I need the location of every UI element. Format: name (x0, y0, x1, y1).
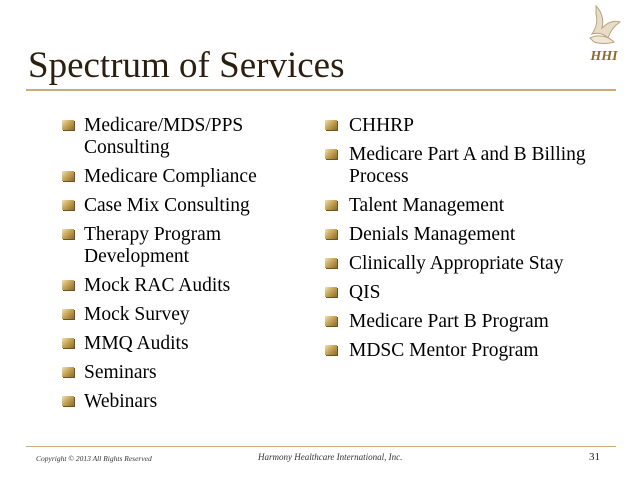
service-item-text: Talent Management (349, 195, 505, 216)
square-bullet-icon (62, 280, 74, 290)
service-item (325, 224, 615, 246)
title-divider (26, 89, 616, 91)
page-number: 31 (589, 451, 600, 463)
square-bullet-icon (325, 258, 337, 268)
square-bullet-icon (325, 345, 337, 355)
service-item (325, 311, 615, 333)
service-item (62, 333, 312, 355)
dove-wing-icon (592, 6, 620, 38)
service-item-text: Clinically Appropriate Stay (349, 253, 564, 274)
square-bullet-icon (325, 200, 337, 210)
square-bullet-icon (62, 338, 74, 348)
square-bullet-icon (62, 367, 74, 377)
service-item (325, 144, 615, 188)
service-item-text: MDSC Mentor Program (349, 340, 539, 361)
service-item (62, 115, 312, 159)
service-item-text: Seminars (84, 362, 157, 383)
services-list-left (62, 115, 312, 420)
service-item (62, 195, 312, 217)
service-item-text: Denials Management (349, 224, 516, 245)
service-item (62, 224, 312, 268)
square-bullet-icon (325, 120, 337, 130)
square-bullet-icon (62, 309, 74, 319)
service-item-text: Medicare Part A and B Billing Process (349, 144, 586, 187)
service-item-text: Therapy Program Development (84, 224, 221, 267)
service-item-text: QIS (349, 282, 381, 303)
square-bullet-icon (62, 396, 74, 406)
service-item (325, 340, 615, 362)
service-item (62, 391, 312, 413)
service-item-text: Case Mix Consulting (84, 195, 250, 216)
company-name: Harmony Healthcare International, Inc. (258, 452, 403, 462)
square-bullet-icon (62, 200, 74, 210)
services-list-right (325, 115, 615, 369)
service-item-text: Medicare/MDS/PPS Consulting (84, 115, 244, 158)
service-item (325, 282, 615, 304)
square-bullet-icon (325, 287, 337, 297)
service-item-text: MMQ Audits (84, 333, 189, 354)
square-bullet-icon (62, 120, 74, 130)
square-bullet-icon (62, 229, 74, 239)
footer-divider (26, 446, 616, 447)
service-item (62, 166, 312, 188)
service-item-text: Medicare Compliance (84, 166, 257, 187)
service-item (62, 362, 312, 384)
service-item (62, 275, 312, 297)
service-item (325, 115, 615, 137)
dove-body-icon (590, 36, 614, 44)
slide-title: Spectrum of Services (28, 45, 345, 86)
service-item (325, 253, 615, 275)
logo-text: HHI (590, 49, 618, 64)
service-item-text: Medicare Part B Program (349, 311, 549, 332)
service-item-text: Mock RAC Audits (84, 275, 231, 296)
square-bullet-icon (62, 171, 74, 181)
service-item-text: Webinars (84, 391, 158, 412)
service-item-text: Mock Survey (84, 304, 190, 325)
copyright-text: Copyright © 2013 All Rights Reserved (36, 454, 152, 463)
square-bullet-icon (325, 149, 337, 159)
hhi-dove-logo (580, 4, 632, 68)
service-item (325, 195, 615, 217)
service-item (62, 304, 312, 326)
square-bullet-icon (325, 229, 337, 239)
service-item-text: CHHRP (349, 115, 415, 136)
square-bullet-icon (325, 316, 337, 326)
